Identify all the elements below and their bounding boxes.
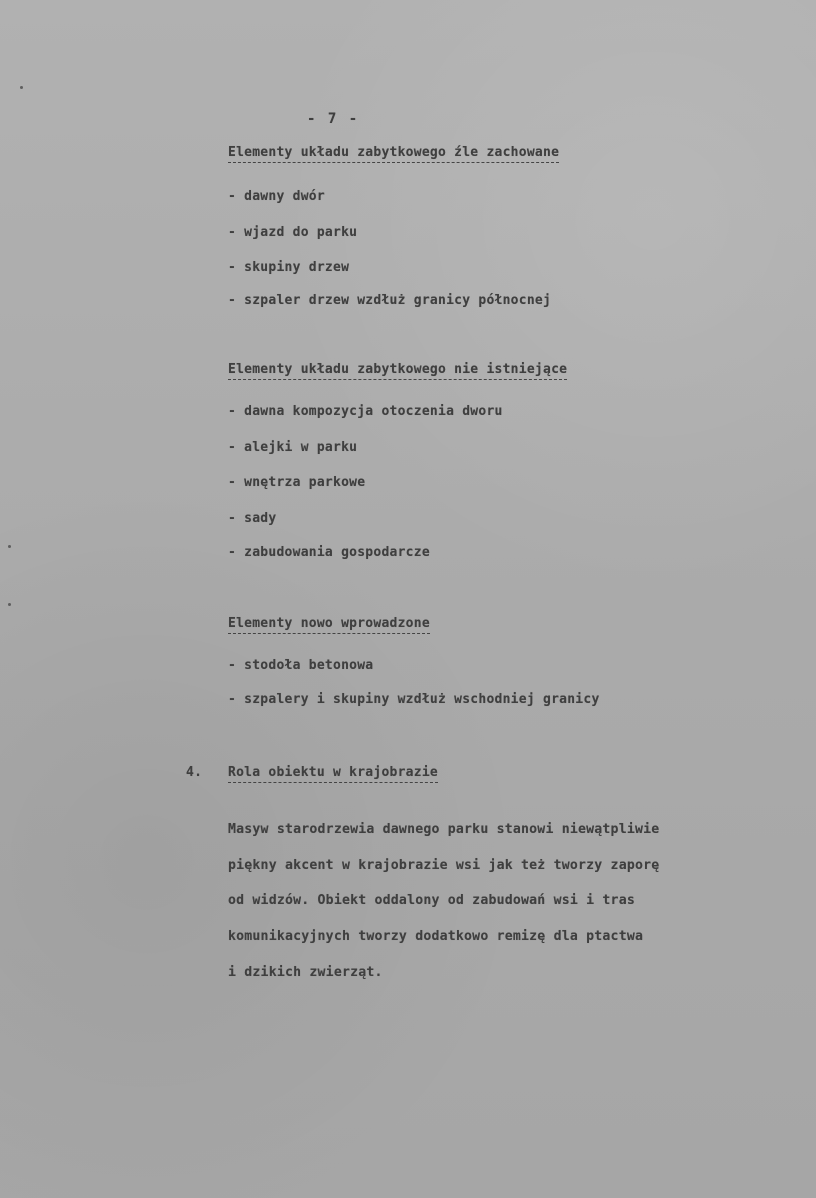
list-item: - skupiny drzew xyxy=(228,260,350,275)
paragraph-line: i dzikich zwierząt. xyxy=(228,965,383,980)
list-item: - wnętrza parkowe xyxy=(228,475,366,490)
paragraph-line: komunikacyjnych tworzy dodatkowo remizę dla ptactwa xyxy=(228,929,644,944)
section-heading-newly-introduced: Elementy nowo wprowadzone xyxy=(228,616,430,634)
paragraph-line: od widzów. Obiekt oddalony od zabudowań wsi i tras xyxy=(228,893,635,908)
list-item: - szpaler drzew wzdłuż granicy północnej xyxy=(228,293,552,308)
list-item: - dawny dwór xyxy=(228,189,325,204)
section-heading-poorly-preserved: Elementy układu zabytkowego źle zachowane xyxy=(228,145,559,163)
section-heading-landscape-role: Rola obiektu w krajobrazie xyxy=(228,765,438,783)
margin-mark-top xyxy=(20,86,23,89)
page-number: - 7 - xyxy=(307,111,360,127)
list-item: - alejki w parku xyxy=(228,440,358,455)
list-item: - wjazd do parku xyxy=(228,225,358,240)
section-heading-not-existing: Elementy układu zabytkowego nie istniejące xyxy=(228,362,567,380)
margin-mark-lower xyxy=(8,603,11,606)
list-item: - dawna kompozycja otoczenia dworu xyxy=(228,404,503,419)
list-item: - szpalery i skupiny wzdłuż wschodniej granicy xyxy=(228,692,600,707)
paragraph-line: Masyw starodrzewia dawnego parku stanowi niewątpliwie xyxy=(228,822,660,837)
list-item: - stodoła betonowa xyxy=(228,658,374,673)
paragraph-line: piękny akcent w krajobrazie wsi jak też tworzy zaporę xyxy=(228,858,660,873)
list-item: - sady xyxy=(228,511,277,526)
section-number: 4. xyxy=(186,765,203,780)
list-item: - zabudowania gospodarcze xyxy=(228,545,430,560)
margin-mark-middle xyxy=(8,545,11,548)
